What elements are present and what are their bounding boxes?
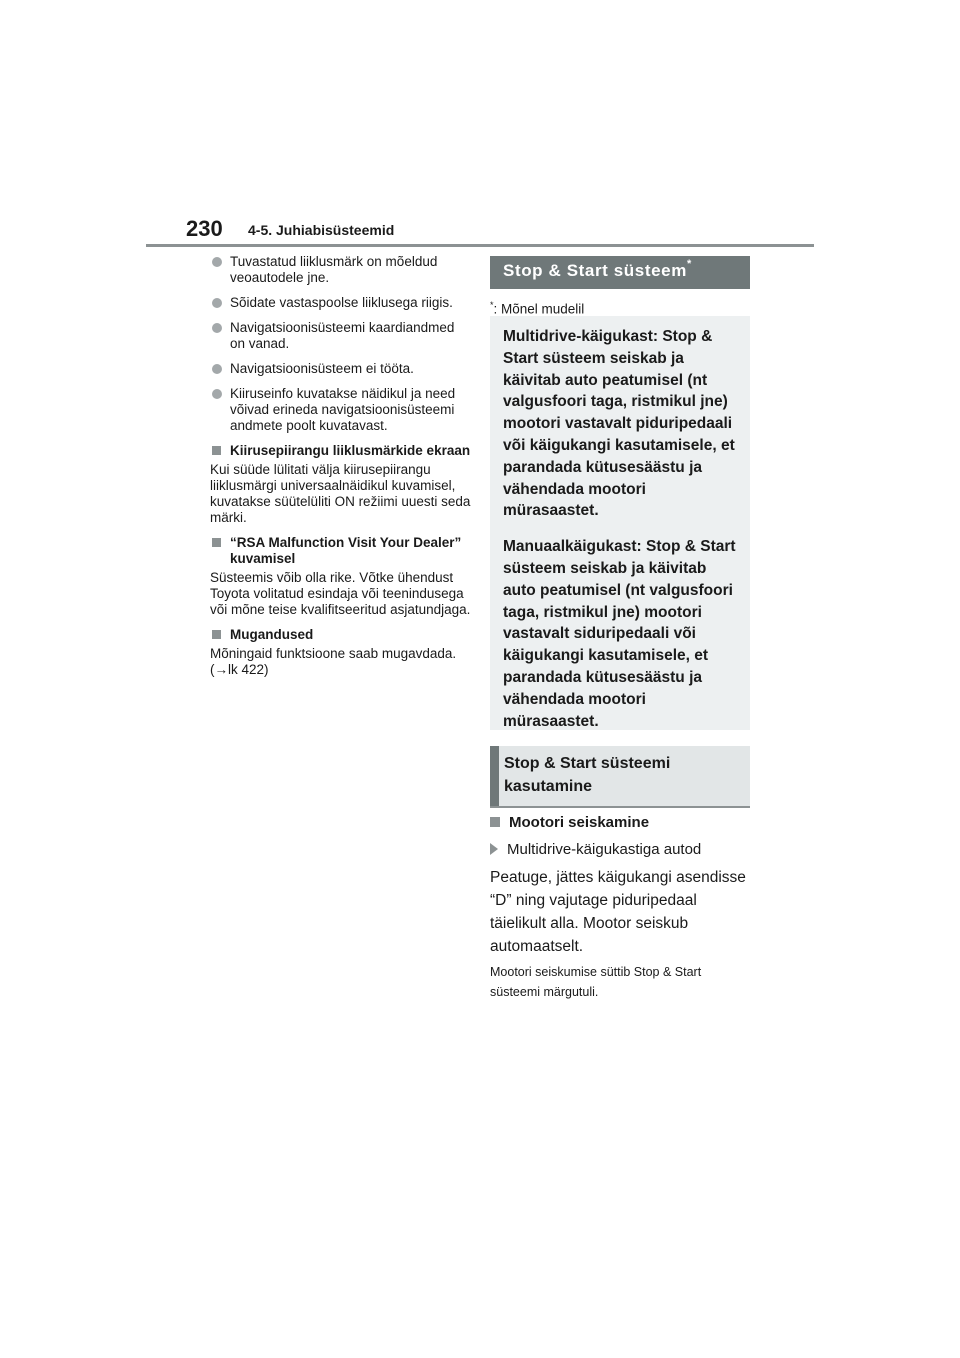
square-bullet-icon	[490, 817, 500, 827]
section-text: Mõningaid funktsioone saab mugavdada. (→lk 422)	[210, 646, 457, 677]
bullet-item: Navigatsioonisüsteem ei tööta.	[210, 361, 472, 377]
section-heading: Kiirusepiirangu liiklusmärkide ekraan	[210, 443, 472, 459]
section-text: Kui süüde lülitati välja kiirusepiirangu liiklusmärgi universaalnäidikul kuvamisel, kuvatakse süütelüliti ON režiimi uuesti seda märki.	[210, 462, 471, 525]
bullet-item: Tuvastatud liiklusmärk on mõeldud veoautodele jne.	[210, 254, 472, 286]
section-text: Süsteemis võib olla rike. Võtke ühendust Toyota volitatud esindaja või teenindusega või mõne teise kvalifitseeritud asjatundjaga.	[210, 570, 471, 617]
overview-paragraph: Multidrive-käigukast: Stop & Start süsteem seiskab ja käivitab auto peatumisel (nt valgusfoori taga, ristmikul jne) mootori vastavalt piduripedaali või käigukangi kasutamisele, et parandada kütusesäästu ja vähendada mootori mürasaastet.	[503, 328, 735, 520]
triangle-bullet-icon	[490, 843, 498, 855]
bullet-dot-icon	[212, 298, 222, 308]
section-heading: “RSA Malfunction Visit Your Dealer” kuvamisel	[210, 535, 472, 567]
footnote	[490, 300, 584, 317]
step-label: Multidrive-käigukastiga autod	[490, 841, 750, 858]
bullet-dot-icon	[212, 389, 222, 399]
topic-header	[490, 746, 750, 808]
section-banner	[490, 256, 750, 289]
section-heading: Mugandused	[210, 627, 472, 643]
topic-title: Stop & Start süsteemi kasutamine	[504, 755, 671, 795]
left-column	[210, 254, 472, 687]
topic-accent-bar	[490, 746, 499, 806]
overview-paragraph: Manuaalkäigukast: Stop & Start süsteem seiskab ja käivitab auto peatumisel (nt valgusfoori taga, ristmikul jne) mootori vastavalt siduripedaali või käigukangi kasutamisele, et parandada kütusesäästu ja vähendada mootori mürasaastet.	[503, 538, 736, 730]
footnote-text: : Mõnel mudelil	[493, 301, 585, 317]
footnote-mark: *	[490, 300, 494, 310]
sub-heading: Mootori seiskamine	[490, 814, 750, 831]
section-title: Stop & Start süsteem	[503, 261, 687, 280]
asterisk-mark: *	[686, 258, 692, 270]
note-text: Mootori seiskumise süttib Stop & Start süsteemi märgutuli.	[490, 965, 702, 999]
bullet-item: Navigatsioonisüsteemi kaardiandmed on vanad.	[210, 320, 472, 352]
square-bullet-icon	[212, 538, 221, 547]
bullet-dot-icon	[212, 323, 222, 333]
chapter-title: 4-5. Juhiabisüsteemid	[248, 222, 395, 238]
bullet-item: Sõidate vastaspoolse liiklusega riigis.	[210, 295, 472, 311]
bullet-item: Kiiruseinfo kuvatakse näidikul ja need võivad erineda navigatsioonisüsteemi andmete poolt kuvatavast.	[210, 386, 472, 434]
square-bullet-icon	[212, 446, 221, 455]
bullet-dot-icon	[212, 364, 222, 374]
header-divider	[146, 244, 814, 247]
page-number: 230	[186, 216, 223, 241]
bullet-dot-icon	[212, 257, 222, 267]
body-text: Peatuge, jättes käigukangi asendisse “D” ning vajutage piduripedaal täielikult alla. Mootor seiskub automaatselt.	[490, 869, 746, 955]
square-bullet-icon	[212, 630, 221, 639]
overview-box	[490, 316, 750, 730]
